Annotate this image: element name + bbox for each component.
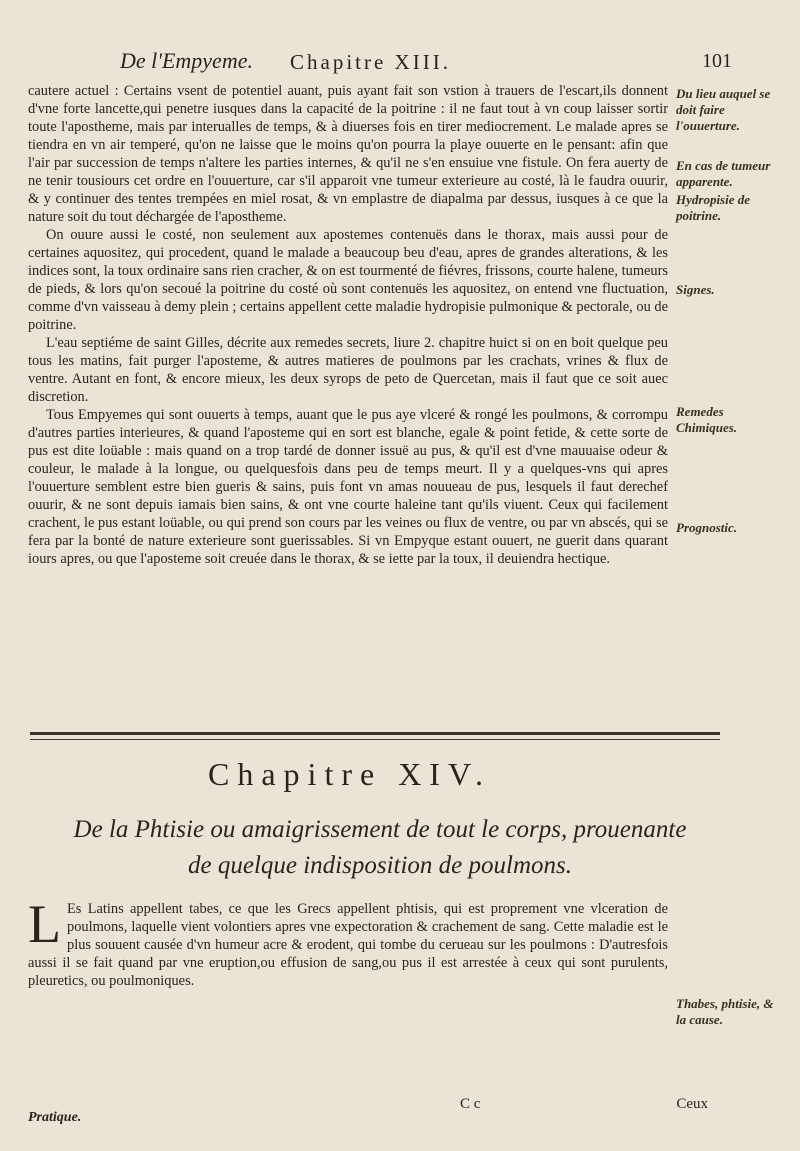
main-text	[28, 82, 668, 568]
running-title: De l'Empyeme.	[120, 48, 253, 73]
footer-label: Pratique.	[28, 1110, 82, 1125]
margin-note-4: Signes.	[676, 282, 715, 297]
drop-cap: L	[28, 894, 61, 954]
paragraph-3: L'eau septiéme de saint Gilles, décrite aux remedes secrets, liure 2. chapitre huict si on en boit quelque peu tous les matins, fait purger l'aposteme, & autres matieres de poulmons par les crachats, vrines & flux de ventre. Autant en font, & encore mieux, les deux syrops de peto de Quercetan, mais il faut que ce soit auec discretion.	[28, 335, 668, 405]
paragraph-1: cautere actuel : Certains vsent de potentiel auant, puis ayant fait son vstion à trauers de l'escart,ils donnent d'vne forte lancette,qui penetre iusques dans la capacité de la poitrine : il ne faut tout à vn coup laisser sortir toute l'apostheme, mais par interualles de temps, & à diuerses fois en tirer mediocrement. Le malade apres se tiendra en vn air temperé, qu'on ne laisse que le moins qu'on pourra la playe ouuerte en le pensant: afin que l'air par succession de temps n'altere les parties internes, & qu'il ne s'en ensuiue vne fistule. On fera auerty de ne tenir tousiours cet ordre en l'ouuerture, car s'il apparoit vne tumeur exterieure au costé, là le faudra ouurir, & y continuer des tentes trempées en miel rosat, & vn emplastre de diapalma par dessus, iusques à ce que la nature soit du tout déchargée de l'apostheme.	[28, 83, 668, 225]
chapter-heading: Chapitre XIV.	[208, 756, 491, 792]
margin-note-2: En cas de tumeur apparente.	[676, 158, 771, 189]
chapter-subtitle: De la Phtisie ou amaigrissement de tout le corps, prouenante de quelque indisposition de poulmons.	[73, 816, 687, 879]
chapter-paragraph	[28, 894, 668, 990]
page-footer	[28, 1096, 718, 1136]
margin-note-5: Remedes Chimiques.	[676, 404, 738, 435]
paragraph-2: On ouure aussi le costé, non seulement aux apostemes contenuës dans le thorax, mais aussi pour de certaines aquositez, qui procedent, quand le malade a beaucoup beu d'eau, apres de grandes alterations, & les indices sont, la toux ordinaire sans rien cracher, & on est tourmenté de fiévres, frissons, courte halene, tumeurs de pieds, & lors qu'on secoué la poitrine du costé où sont contenuës les aquositez, on entend vne fluctuation, comme d'vn vaisseau à demy plein ; certains appellent cette maladie hydropisie pulmonique & pectorale, ou de poitrine.	[28, 227, 668, 333]
margin-note-3: Hydropisie de poitrine.	[676, 192, 751, 223]
section-rule	[30, 732, 720, 740]
page-header	[120, 48, 760, 82]
catchword: Ceux	[676, 1096, 708, 1112]
chapter-running-head: Chapitre XIII.	[290, 50, 451, 74]
chapter-paragraph-text: Es Latins appellent tabes, ce que les Grecs appellent phtisis, qui est proprement vne vlceration de poulmons, laquelle vient volontiers apres vne expectoration & crachement de sang. Cette maladie est le plus souuent causée d'vn humeur acre & erodent, qui tombe du cerueau sur les poulmons : D'autresfois aussi il se fait quand par vne eruption,ou effusion de sang,ou pus il est arrestée à ceux qui sont purulents, pleuretics, ou poulmoniques.	[28, 901, 668, 989]
margin-note-6: Prognostic.	[676, 520, 738, 535]
paragraph-4: Tous Empyemes qui sont ouuerts à temps, auant que le pus aye vlceré & rongé les poulmons, & corrompu d'autres parties interieures, & quand l'aposteme qui en sort est blanche, egale & point fetide, & cette sorte de pus est dite loüable : mais quand on a trop tardé de donner issuë au pus, & qu'il est d'vne mauuaise odeur & couleur, le malade à la longue, ou quelquesfois dans peu de temps meurt. Il y a quelques-vns qui apres l'ouuerture semblent estre bien gueris & sains, puis font vn amas nouueau de pus, lesquels il faut derechef ouurir, & ne sont depuis iamais bien sains, & ont vne courte haleine tant qu'ils viuent. Ceux qui facilement crachent, le pus estant loüable, ou qui prend son cours par les veines ou flux de ventre, ou par vn abscés, qui se fera par la bonté de nature exterieure sont guerissables. Si vn Empyque estant ouuert, ne guerit dans quarant iours apres, ou que l'aposteme soit creuée dans le thorax, & se iette par la toux, il deuiendra hectique.	[28, 407, 668, 567]
chapter-text	[28, 894, 668, 990]
margin-note-7: Thabes, phtisie, & la cause.	[676, 996, 774, 1027]
margin-note-1: Du lieu auquel se doit faire l'ouuerture.	[676, 86, 771, 133]
signature-mark: C c	[460, 1096, 481, 1112]
page-number: 101	[702, 50, 732, 72]
